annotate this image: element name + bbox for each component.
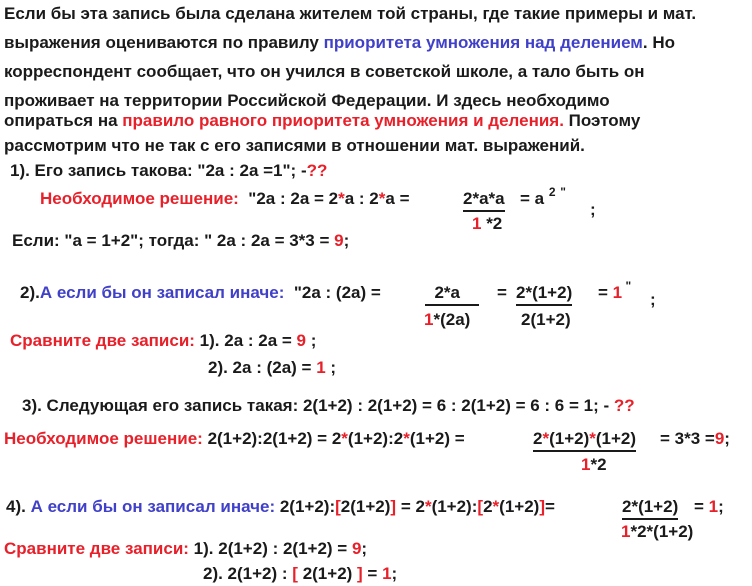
s3-eq-d: = 3*3 = [660, 429, 715, 448]
s4-fraction-numerator: 2*(1+2) [622, 497, 678, 520]
s1-if-value: 9 [334, 231, 344, 250]
star-red: * [403, 429, 410, 448]
s4-eq-b: 2(1+2) [340, 497, 391, 516]
s1-if-end: ; [343, 231, 350, 250]
star-red: * [424, 497, 432, 516]
s2-fraction2-numerator: 2*(1+2) [516, 283, 572, 306]
s4-eq-c: = 2 [396, 497, 425, 516]
compare2-r2a: 2). 2(1+2) : [203, 564, 293, 583]
compare2-r2-value: 1 [382, 564, 392, 583]
s4-num: 4). [6, 497, 26, 516]
intro-line-5 [4, 111, 640, 131]
intro-line-4: проживает на территории Российской Федерации. И здесь необходимо [4, 91, 610, 110]
s4-eq-f: (1+2) [499, 497, 540, 516]
star-red: * [492, 497, 500, 516]
s3-num-c: (1+2) [595, 429, 637, 448]
s2-fraction1-numerator [425, 283, 479, 306]
compare1-row1 [10, 331, 316, 351]
s1-eq-d: = a [520, 189, 545, 208]
s3-den-rest: *2 [590, 455, 607, 474]
star-red: * [589, 429, 596, 448]
s3-solution-label: Необходимое решение: [4, 429, 203, 448]
s1-fraction-denominator [472, 214, 502, 234]
compare2-row2 [203, 564, 397, 584]
bracket-red: ] [539, 497, 545, 516]
compare1-r2-value: 1 [316, 358, 326, 377]
one-red: 1 [612, 283, 623, 302]
highlight-red: правило равного приоритета умножения и деления. [122, 111, 564, 130]
s4-eq-h: = [694, 497, 709, 516]
star-red: * [378, 189, 386, 208]
s3-value: 9 [714, 429, 725, 448]
one-red: 1 [581, 455, 591, 474]
s4-result [694, 497, 724, 517]
s1-solution-label: Необходимое решение: [40, 189, 239, 208]
intro-text: Поэтому [563, 111, 641, 130]
s1-exponent: 2 [548, 185, 556, 199]
intro-text: выражения оцениваются по правилу [4, 33, 324, 52]
s3-result [660, 429, 730, 449]
s4-eq-e: 2 [483, 497, 493, 516]
s4-semicolon: ; [718, 497, 724, 516]
intro-line-2 [4, 33, 675, 53]
one-red: 1 [424, 310, 434, 329]
star-red: * [542, 429, 550, 448]
compare2-row1 [4, 539, 367, 559]
compare1-r1: 1). 2a : 2a = [194, 331, 297, 350]
s2-fraction1-denominator [424, 310, 470, 330]
s3-eq-b: (1+2):2 [347, 429, 404, 448]
s2-label: А если бы он записал иначе: [39, 283, 285, 302]
s1-eq-b: a : 2 [344, 189, 379, 208]
question-marks: ?? [613, 396, 635, 415]
s1-quote: " [560, 185, 566, 199]
s2-heading [20, 283, 381, 303]
s2-eq-res: = [598, 283, 613, 302]
s2-quote: " [622, 279, 632, 293]
star-red: * [341, 429, 348, 448]
s3-num-a: 2 [533, 429, 543, 448]
compare1-r1-end: ; [306, 331, 317, 350]
intro-line-6: рассмотрим что не так с его записями в отношении мат. выражений. [4, 136, 585, 155]
s1-eq-c: a = [385, 189, 410, 208]
s4-value: 1 [708, 497, 719, 516]
s2-fraction2-denominator: 2(1+2) [521, 310, 571, 329]
compare2-r1-value: 9 [351, 539, 362, 558]
compare-label: Сравните две записи: [10, 331, 195, 350]
s4-eq-a: 2(1+2): [275, 497, 336, 516]
compare1-r2-end: ; [325, 358, 337, 377]
s1-if-text: Если: "a = 1+2"; тогда: " 2a : 2a = 3*3 = [12, 231, 335, 250]
intro-text: . Но [642, 33, 675, 52]
compare2-r2-end: ; [391, 564, 398, 583]
s3-heading [22, 396, 635, 416]
compare1-row2 [208, 358, 336, 378]
s3-semicolon: ; [724, 429, 730, 448]
s3-text: 3). Следующая его запись такая: 2(1+2) : 2(1+2) = 6 : 2(1+2) = 6 : 6 = 1; - [22, 396, 614, 415]
s1-fraction-numerator: 2*a*a [463, 189, 505, 212]
s3-fraction-denominator [581, 455, 607, 475]
s1-heading-text: 1). Его запись такова: "2a : 2a =1"; - [10, 161, 307, 180]
s1-if-line [12, 231, 349, 251]
bracket-red: [ [292, 564, 298, 583]
s1-eq-a: "2a : 2a = 2 [248, 189, 339, 208]
s2-equals: = [497, 283, 507, 302]
bracket-red: [ [335, 497, 341, 516]
one-red: 1 [621, 522, 631, 541]
s4-label: А если бы он записал иначе: [25, 497, 276, 516]
s4-fraction-denominator [621, 522, 693, 542]
bracket-red: [ [477, 497, 484, 516]
s1-den-rest: *2 [481, 214, 503, 233]
s3-num-b: (1+2) [549, 429, 590, 448]
s4-den-rest: *2*(1+2) [630, 522, 694, 541]
intro-text: опираться на [4, 111, 123, 130]
s2-num: 2). [20, 283, 40, 302]
s2-num1: 2*a [434, 283, 460, 302]
compare2-r2b: 2(1+2) [297, 564, 358, 583]
s2-den1-rest: *(2a) [433, 310, 471, 329]
s2-result [598, 279, 632, 304]
one-red: 1 [472, 214, 482, 233]
s1-solution [40, 189, 410, 209]
s2-eq-a: "2a : (2a) = [293, 283, 381, 302]
s4-eq-d: (1+2): [431, 497, 478, 516]
bracket-red: ] [357, 564, 363, 583]
s4-eq-g: = [545, 497, 555, 516]
compare1-r1-value: 9 [296, 331, 307, 350]
s3-eq-a: 2(1+2):2(1+2) = 2 [202, 429, 342, 448]
compare2-r2c: = [362, 564, 383, 583]
s1-result [520, 185, 566, 210]
compare2-r1-end: ; [361, 539, 368, 558]
compare2-r1: 1). 2(1+2) : 2(1+2) = [188, 539, 352, 558]
star-red: * [338, 189, 345, 208]
question-marks: ?? [306, 161, 328, 180]
compare1-r2: 2). 2a : (2a) = [208, 358, 317, 377]
s3-solution [4, 429, 465, 449]
s3-fraction-numerator [533, 429, 636, 452]
s1-heading [10, 161, 327, 181]
compare-label: Сравните две записи: [4, 539, 189, 558]
highlight-blue: приоритета умножения над делением [323, 33, 643, 52]
s1-semicolon: ; [590, 200, 596, 219]
s3-eq-c: (1+2) = [409, 429, 465, 448]
intro-line-1: Если бы эта запись была сделана жителем той страны, где такие примеры и мат. [4, 4, 697, 23]
intro-line-3: корреспондент сообщает, что он учился в советской школе, а тало быть он [4, 62, 645, 81]
s4-line [6, 497, 555, 517]
s2-semicolon: ; [650, 290, 656, 309]
bracket-red: ] [390, 497, 397, 516]
